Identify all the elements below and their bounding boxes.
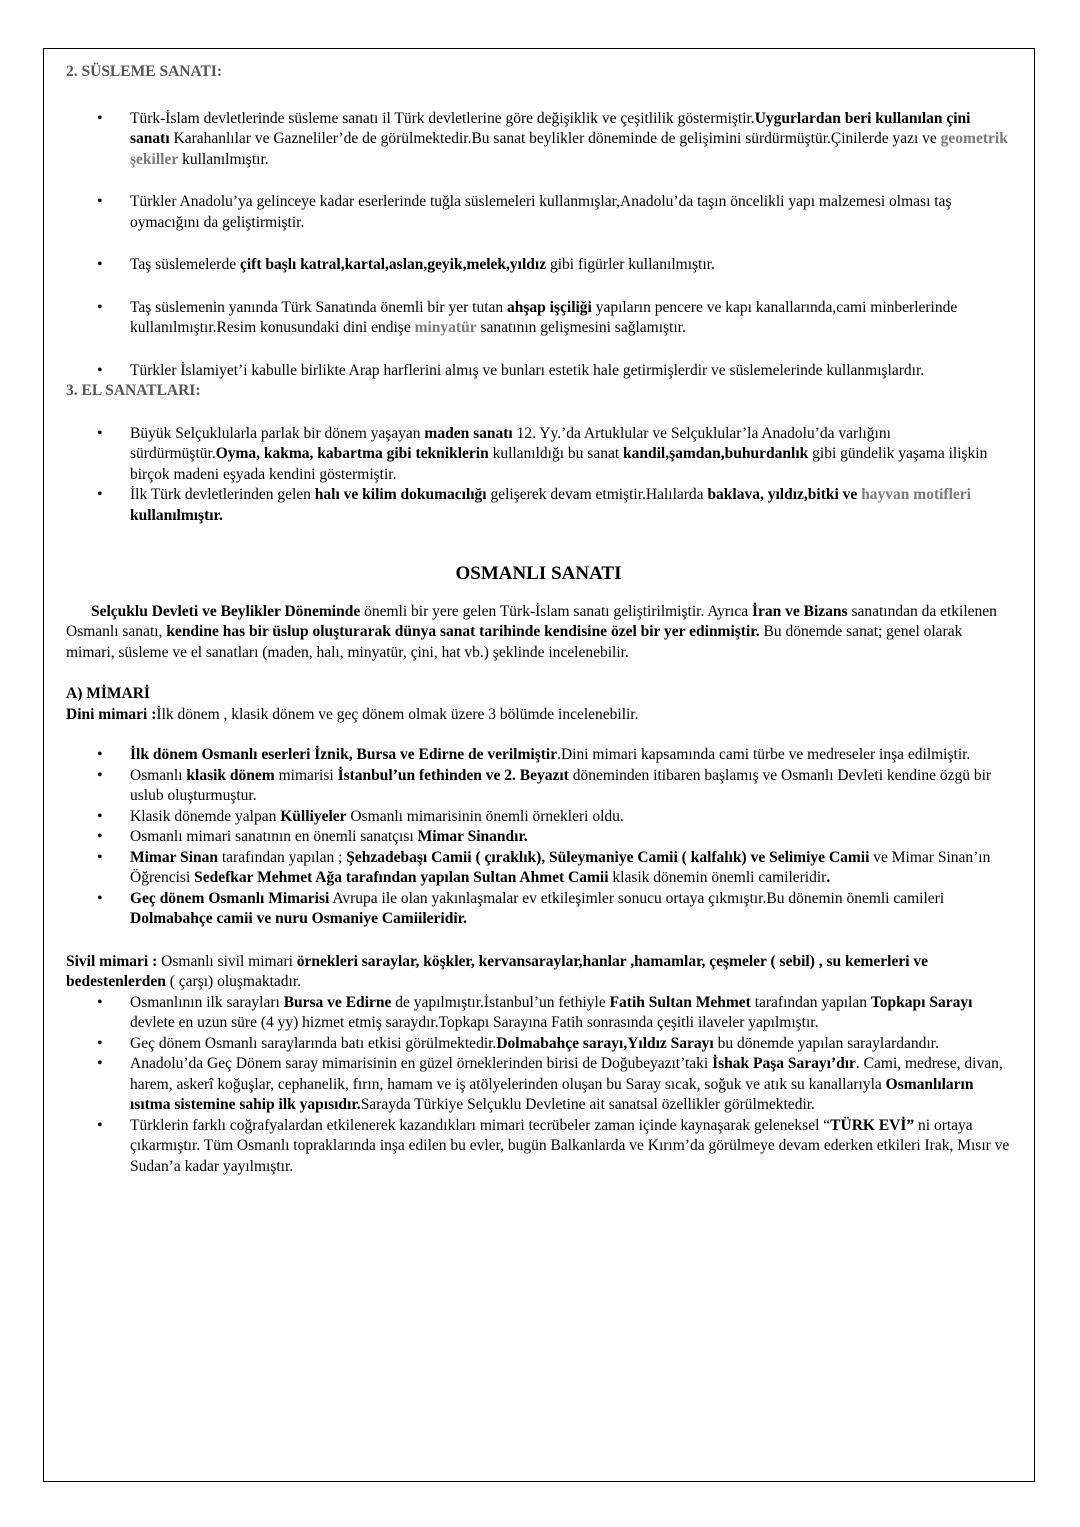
list-item: • Klasik dönemde yalpan Külliyeler Osmanlı mimarisinin önemli örnekleri oldu. [66, 807, 1011, 828]
list-item: • Türk-İslam devletlerinde süsleme sanatı il Türk devletlerine göre değişiklik ve çeşitlilik göstermiştir.Uygurlardan beri kullanılan çini sanatı Karahanlılar ve Gazneliler’de de görülmektedir.Bu sanat beylikler döneminde de gelişimini sürdürmüştür.Çinilerde yazı ve geometrik şekiller kullanılmıştır. [66, 109, 1011, 171]
list-item: • İlk dönem Osmanlı eserleri İznik, Bursa ve Edirne de verilmiştir.Dini mimari kapsamında cami türbe ve medreseler inşa edilmiştir. [66, 745, 1011, 766]
section-title-susleme: 2. SÜSLEME SANATI: [66, 63, 223, 80]
sivil-mimari-paragraph: Sivil mimari : Osmanlı sivil mimari örnekleri saraylar, köşkler, kervansaraylar,hanlar ,hamamlar, çeşmeler ( sebil) , su kemerleri ve bedestenlerden ( çarşı) oluşmaktadır. [66, 952, 929, 990]
list-item: • İlk Türk devletlerinden gelen halı ve kilim dokumacılığı gelişerek devam etmiştir.Halılarda baklava, yıldız,bitki ve hayvan motifleri kullanılmıştır. [66, 485, 1011, 526]
section-title-el-sanatlari: 3. EL SANATLARI: [66, 382, 201, 399]
dini-mimari-line: Dini mimari :İlk dönem , klasik dönem ve geç dönem olmak üzere 3 bölümde incelenebilir. [66, 705, 639, 723]
list-item: • Anadolu’da Geç Dönem saray mimarisinin en güzel örneklerinden birisi de Doğubeyazıt’taki İshak Paşa Sarayı’dır. Cami, medrese, divan, harem, askerî koğuşlar, cephanelik, fırın, hamam ve iş atölyelerinden oluşan bu Saray sıcak, soğuk ve atık su kanallarıyla Osmanlıların ısıtma sistemine sahip ilk yapısıdır.Sarayda Türkiye Selçuklu Devletine ait sanatsal özellikler görülmektedir. [66, 1054, 1011, 1116]
list-item: • Taş süslemenin yanında Türk Sanatında önemli bir yer tutan ahşap işçiliği yapıların pencere ve kapı kanallarında,cami minberlerinde kullanılmıştır.Resim konusundaki dini endişe minyatür sanatının gelişmesini sağlamıştır. [66, 298, 1011, 339]
list-item: • Osmanlı mimari sanatının en önemli sanatçısı Mimar Sinandır. [66, 827, 1011, 848]
mimari-heading: A) MİMARİ [66, 685, 150, 702]
list-item: • Osmanlının ilk sarayları Bursa ve Edirne de yapılmıştır.İstanbul’un fethiyle Fatih Sultan Mehmet tarafından yapılan Topkapı Sarayı devlete en uzun süre (4 yy) hizmet etmiş saraydır.Topkapı Sarayına Fatih sonrasında çeşitli ilaveler yapılmıştır. [66, 993, 1011, 1034]
el-sanatlari-list [66, 424, 1011, 527]
document-page [66, 62, 1011, 1177]
list-item: • Geç dönem Osmanlı Mimarisi Avrupa ile olan yakınlaşmalar ev etkileşimler sonucu ortaya çıkmıştır.Bu dönemin önemli camileri Dolmabahçe camii ve nuru Osmaniye Camiileridir. [66, 889, 1011, 930]
page-title-osmanli-sanati: OSMANLI SANATI [455, 563, 622, 584]
susleme-list [66, 109, 1011, 382]
list-item: • Türkler Anadolu’ya gelinceye kadar eserlerinde tuğla süslemeleri kullanmışlar,Anadolu’da taşın öncelikli yapı malzemesi olması taş oymacığını da geliştirmiştir. [66, 192, 1011, 233]
list-item: • Geç dönem Osmanlı saraylarında batı etkisi görülmektedir.Dolmabahçe sarayı,Yıldız Sarayı bu dönemde yapılan saraylardandır. [66, 1034, 1011, 1055]
list-item: • Mimar Sinan tarafından yapılan ; Şehzadebaşı Camii ( çıraklık), Süleymaniye Camii ( kalfalık) ve Selimiye Camii ve Mimar Sinan’ın Öğrencisi Sedefkar Mehmet Ağa tarafından yapılan Sultan Ahmet Camii klasik dönemin önemli camileridir. [66, 848, 1011, 889]
list-item: • Büyük Selçuklularla parlak bir dönem yaşayan maden sanatı 12. Yy.’da Artuklular ve Selçuklular’la Anadolu’da varlığını sürdürmüştür.Oyma, kakma, kabartma gibi tekniklerin kullanıldığı bu sanat kandil,şamdan,buhurdanlık gibi gündelik yaşama ilişkin birçok madeni eşyada kendini göstermiştir. [66, 424, 1011, 486]
list-item: • Osmanlı klasik dönem mimarisi İstanbul’un fethinden ve 2. Beyazıt döneminden itibaren başlamış ve Osmanlı Devleti kendine özgü bir uslub oluşturmuştur. [66, 766, 1011, 807]
intro-paragraph: Selçuklu Devleti ve Beylikler Döneminde önemli bir yere gelen Türk-İslam sanatı geliştirilmiştir. Ayrıca İran ve Bizans sanatından da etkilenen Osmanlı sanatı, kendine has bir üslup oluşturarak dünya sanat tarihinde kendisine özel bir yer edinmiştir. Bu dönemde sanat; genel olarak mimari, süsleme ve el sanatları (maden, halı, minyatür, çini, hat vb.) şeklinde incelenebilir. [66, 602, 997, 661]
dini-mimari-list [66, 745, 1011, 930]
list-item: • Türklerin farklı coğrafyalardan etkilenerek kazandıkları mimari tecrübeler zaman içinde kaynaşarak geleneksel “TÜRK EVİ” ni ortaya çıkarmıştır. Tüm Osmanlı topraklarında inşa edilen bu evler, bugün Balkanlarda ve Kırım’da görülmeye devam ederken etkileri Irak, Mısır ve Sudan’a kadar yayılmıştır. [66, 1116, 1011, 1178]
list-item: • Taş süslemelerde çift başlı katral,kartal,aslan,geyik,melek,yıldız gibi figürler kullanılmıştır. [66, 255, 1011, 276]
list-item: • Türkler İslamiyet’i kabulle birlikte Arap harflerini almış ve bunları estetik hale getirmişlerdir ve süslemelerinde kullanmışlardır. [66, 361, 1011, 382]
sivil-mimari-list [66, 993, 1011, 1178]
